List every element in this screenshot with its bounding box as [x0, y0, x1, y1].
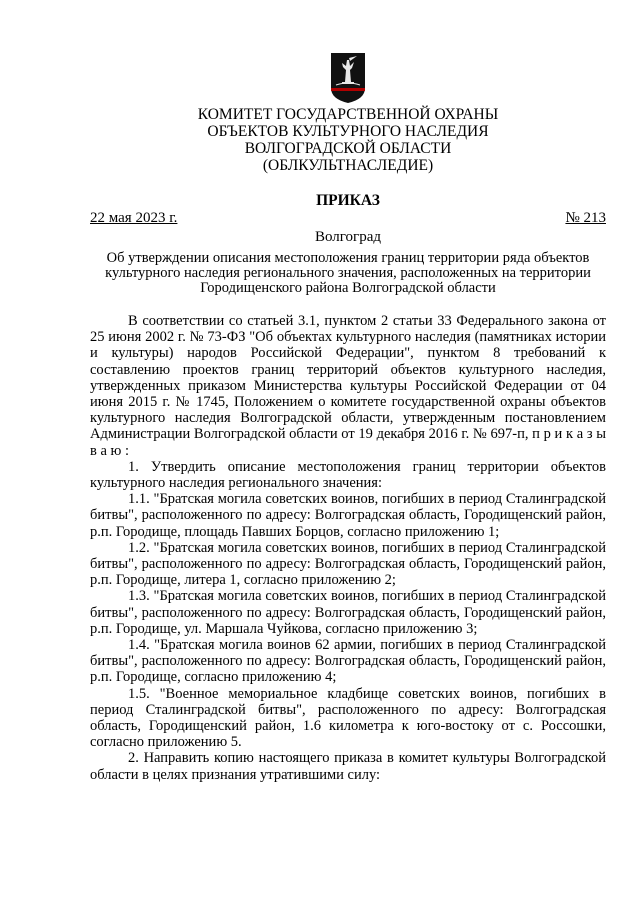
issuer-line: КОМИТЕТ ГОСУДАРСТВЕННОЙ ОХРАНЫ: [197, 106, 499, 123]
preamble-paragraph: В соответствии со статьей 3.1, пунктом 2 статьи 33 Федерального закона от 25 июня 2002 г. № 73-ФЗ "Об объектах культурного наследия (памятниках истории и культуры) народов Российской Федерации", пунктом 8 требований к составлению проектов границ территорий объектов культурного наследия, утвержденных приказом Министерства культуры Российской Федерации от 04 июня 2015 г. № 1745, Положением о комитете государственной охраны объектов культурного наследия Волгоградской области, утвержденным постановлением Администрации Волгоградской области от 19 декабря 2016 г. № 697-п, п р и к а з ы в а ю :: [90, 313, 606, 459]
order-number: № 213: [565, 210, 606, 226]
item-1-4-paragraph: 1.4. "Братская могила воинов 62 армии, погибших в период Сталинградской битвы", расположенного по адресу: Волгоградская область, Городищенский район, р.п. Городище, согласно приложению 4;: [90, 637, 606, 686]
issuer-header: [90, 106, 606, 174]
item-1-5-paragraph: 1.5. "Военное мемориальное кладбище советских воинов, погибших в период Сталинградской битвы", расположенного по адресу: Волгоградская область, Городищенский район, 1.6 километра к юго-востоку от с. Россошки, согласно приложению 5.: [90, 685, 606, 751]
subject-line: культурного наследия регионального значения, расположенных на территории: [105, 265, 591, 281]
subject-line: Городищенского района Волгоградской области: [200, 280, 496, 296]
volgograd-coat-of-arms-icon: [330, 52, 366, 104]
subject-line: Об утверждении описания местоположения границ территории ряда объектов: [106, 250, 590, 266]
item-2-paragraph: 2. Направить копию настоящего приказа в комитет культуры Волгоградской области в целях признания утратившими силу:: [90, 750, 606, 783]
document-title: ПРИКАЗ: [316, 192, 380, 209]
issuer-line: (ОБЛКУЛЬТНАСЛЕДИЕ): [262, 157, 434, 174]
item-1-3-paragraph: 1.3. "Братская могила советских воинов, погибших в период Сталинградской битвы", расположенного по адресу: Волгоградская область, Городищенский район, р.п. Городище, ул. Маршала Чуйкова, согласно приложению 3;: [90, 588, 606, 637]
item-1-1-paragraph: 1.1. "Братская могила советских воинов, погибших в период Сталинградской битвы", расположенного по адресу: Волгоградская область, Городищенский район, р.п. Городище, площадь Павших Борцов, согласно приложению 1;: [90, 491, 606, 540]
order-body: [90, 313, 606, 783]
order-city: Волгоград: [314, 229, 381, 245]
issuer-line: ОБЪЕКТОВ КУЛЬТУРНОГО НАСЛЕДИЯ: [207, 123, 489, 140]
order-date: 22 мая 2023 г.: [90, 210, 178, 226]
item-1-2-paragraph: 1.2. "Братская могила советских воинов, погибших в период Сталинградской битвы", расположенного по адресу: Волгоградская область, Городищенский район, р.п. Городище, литера 1, согласно приложению 2;: [90, 539, 606, 589]
issuer-line: ВОЛГОГРАДСКОЙ ОБЛАСТИ: [244, 140, 452, 157]
item-1-paragraph: 1. Утвердить описание местоположения границ территории объектов культурного наследия регионального значения:: [90, 458, 606, 492]
order-subject: [90, 251, 606, 296]
